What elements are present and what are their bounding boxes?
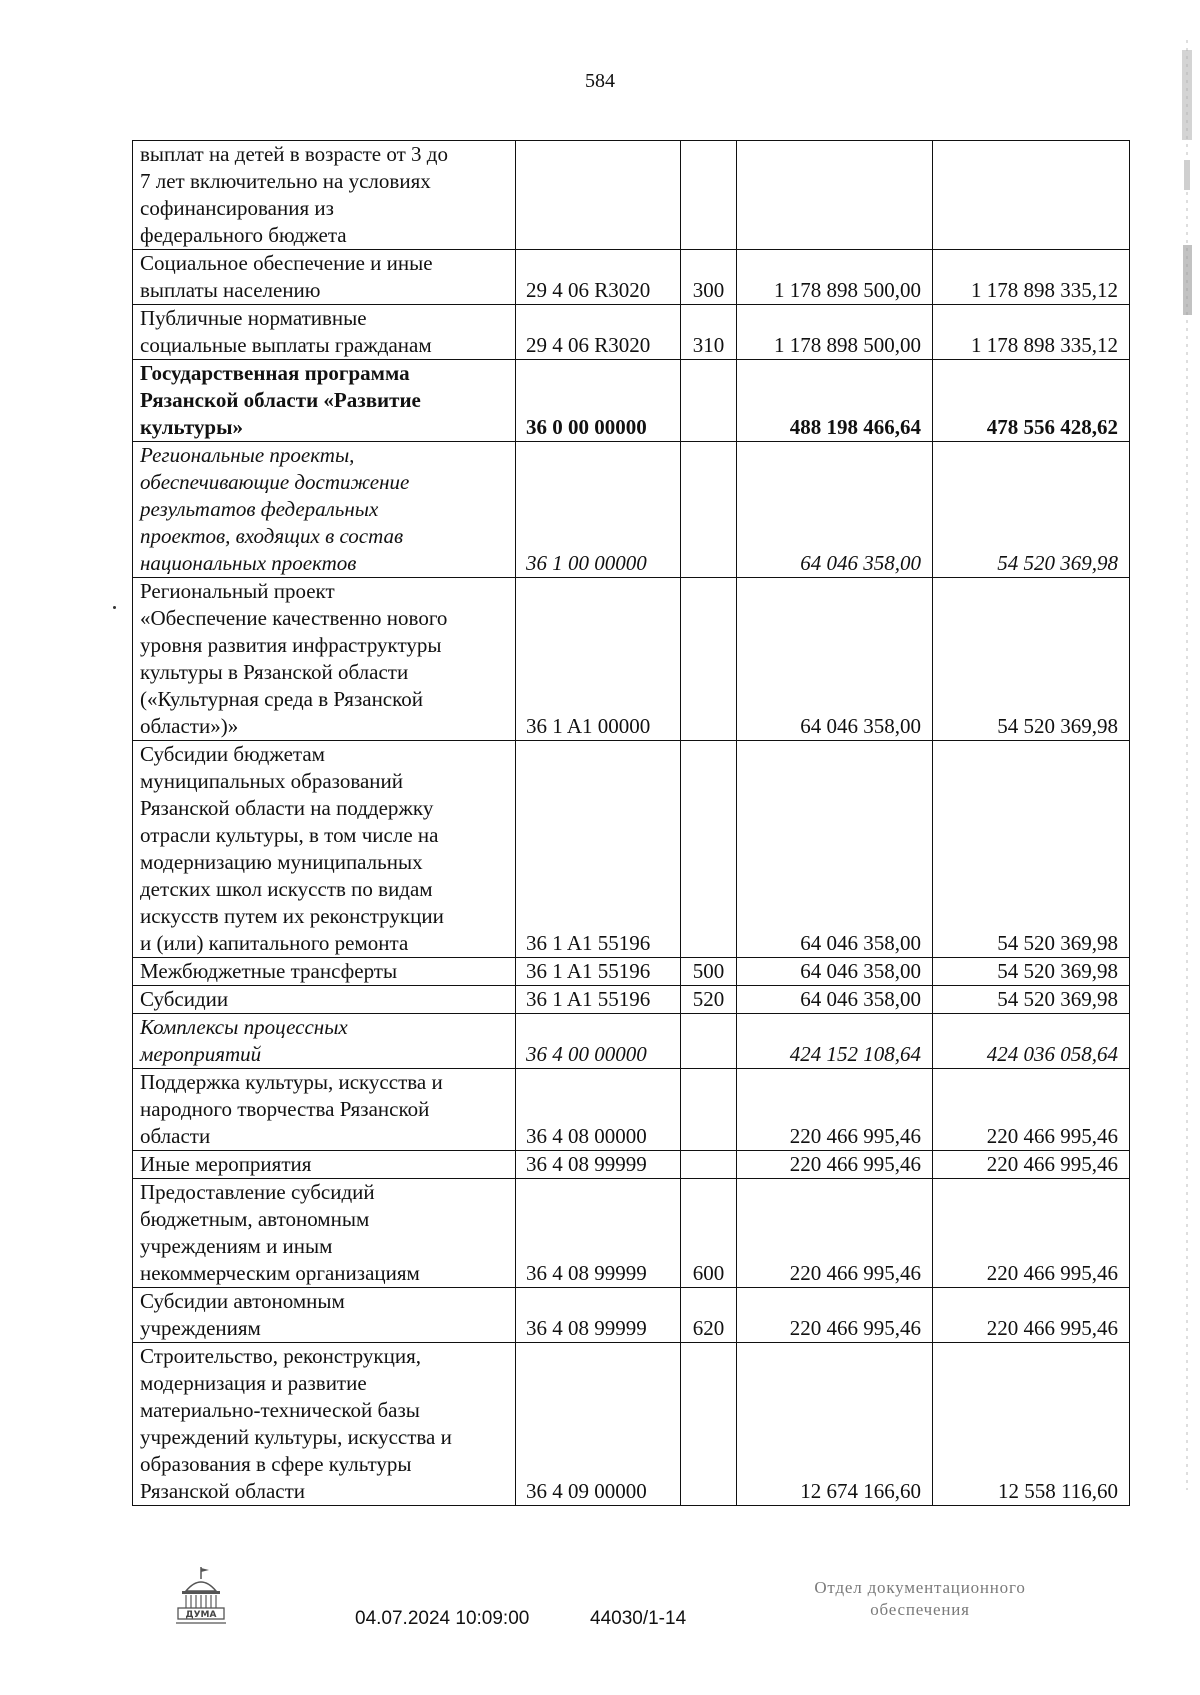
item-name-line: учреждениям и иным	[140, 1234, 333, 1258]
target-code-cell: 36 4 00 00000	[516, 1014, 681, 1069]
planned-amount-cell: 64 046 358,00	[737, 958, 933, 986]
item-name-line: области»)»	[140, 714, 239, 738]
table-row	[133, 1151, 1130, 1179]
table-row	[133, 1288, 1130, 1343]
target-code-cell: 29 4 06 R3020	[516, 250, 681, 305]
planned-amount-cell: 220 466 995,46	[737, 1288, 933, 1343]
item-name-line: Субсидии бюджетам	[140, 742, 325, 766]
table-row	[133, 1014, 1130, 1069]
item-name-line: Региональные проекты,	[140, 443, 355, 467]
table-row	[133, 141, 1130, 250]
actual-amount-cell: 54 520 369,98	[933, 578, 1130, 741]
actual-amount-cell: 54 520 369,98	[933, 741, 1130, 958]
expense-type-cell: 600	[681, 1179, 737, 1288]
duma-logo-text: ДУМА	[185, 1610, 217, 1620]
expense-type-cell: 310	[681, 305, 737, 360]
item-name-line: отрасли культуры, в том числе на	[140, 823, 439, 847]
planned-amount-cell: 64 046 358,00	[737, 741, 933, 958]
expense-type-cell	[681, 1069, 737, 1151]
actual-amount-cell: 12 558 116,60	[933, 1343, 1130, 1506]
item-name-line: («Культурная среда в Рязанской	[140, 687, 423, 711]
expense-type-cell: 620	[681, 1288, 737, 1343]
target-code-cell: 36 4 09 00000	[516, 1343, 681, 1506]
planned-amount-cell	[737, 141, 933, 250]
item-name-line: Государственная программа	[140, 361, 410, 385]
item-name-line: Поддержка культуры, искусства и	[140, 1070, 443, 1094]
item-name-line: Публичные нормативные	[140, 306, 367, 330]
item-name-line: социальные выплаты гражданам	[140, 333, 432, 357]
target-code-cell: 36 1 A1 55196	[516, 741, 681, 958]
item-name-line: искусств путем их реконструкции	[140, 904, 444, 928]
item-name-cell	[133, 1288, 516, 1343]
item-name-line: Строительство, реконструкция,	[140, 1344, 421, 1368]
item-name-cell	[133, 442, 516, 578]
item-name-line: софинансирования из	[140, 196, 334, 220]
planned-amount-cell: 12 674 166,60	[737, 1343, 933, 1506]
item-name-cell	[133, 1069, 516, 1151]
planned-amount-cell: 64 046 358,00	[737, 578, 933, 741]
item-name-cell	[133, 958, 516, 986]
expense-type-cell	[681, 1343, 737, 1506]
item-name-line: культуры в Рязанской области	[140, 660, 409, 684]
item-name-line: бюджетным, автономным	[140, 1207, 370, 1231]
item-name-cell	[133, 1179, 516, 1288]
expense-type-cell	[681, 741, 737, 958]
item-name-line: выплаты населению	[140, 278, 321, 302]
item-name-line: учреждений культуры, искусства и	[140, 1425, 452, 1449]
target-code-cell: 36 4 08 99999	[516, 1179, 681, 1288]
target-code-cell: 36 1 00 00000	[516, 442, 681, 578]
item-name-line: мероприятий	[140, 1042, 262, 1066]
expense-type-cell	[681, 1014, 737, 1069]
actual-amount-cell: 220 466 995,46	[933, 1069, 1130, 1151]
item-name-cell	[133, 1151, 516, 1179]
target-code-cell: 36 0 00 00000	[516, 360, 681, 442]
table-row	[133, 1343, 1130, 1506]
table-row	[133, 360, 1130, 442]
item-name-line: Субсидии автономным	[140, 1289, 345, 1313]
scan-speck	[113, 606, 116, 609]
item-name-line: результатов федеральных	[140, 497, 379, 521]
planned-amount-cell: 220 466 995,46	[737, 1151, 933, 1179]
item-name-line: Рязанской области «Развитие	[140, 388, 421, 412]
table-row	[133, 305, 1130, 360]
item-name-line: учреждениям	[140, 1316, 261, 1340]
expense-type-cell	[681, 578, 737, 741]
item-name-cell	[133, 1343, 516, 1506]
budget-table	[132, 140, 1130, 1506]
item-name-line: выплат на детей в возрасте от 3 до	[140, 142, 448, 166]
planned-amount-cell: 220 466 995,46	[737, 1069, 933, 1151]
planned-amount-cell: 64 046 358,00	[737, 986, 933, 1014]
table-row	[133, 1179, 1130, 1288]
actual-amount-cell: 220 466 995,46	[933, 1288, 1130, 1343]
actual-amount-cell: 220 466 995,46	[933, 1151, 1130, 1179]
stamp-line-2: обеспечения	[870, 1600, 970, 1619]
actual-amount-cell: 54 520 369,98	[933, 442, 1130, 578]
item-name-cell	[133, 305, 516, 360]
item-name-line: модернизацию муниципальных	[140, 850, 423, 874]
table-row	[133, 250, 1130, 305]
item-name-line: Комплексы процессных	[140, 1015, 348, 1039]
item-name-line: федерального бюджета	[140, 223, 347, 247]
target-code-cell: 36 1 A1 55196	[516, 986, 681, 1014]
actual-amount-cell: 478 556 428,62	[933, 360, 1130, 442]
item-name-line: образования в сфере культуры	[140, 1452, 412, 1476]
item-name-cell	[133, 360, 516, 442]
item-name-line: обеспечивающие достижение	[140, 470, 410, 494]
expense-type-cell	[681, 1151, 737, 1179]
expense-type-cell: 500	[681, 958, 737, 986]
item-name-line: Предоставление субсидий	[140, 1180, 375, 1204]
item-name-cell	[133, 141, 516, 250]
expense-type-cell: 300	[681, 250, 737, 305]
target-code-cell: 36 4 08 00000	[516, 1069, 681, 1151]
item-name-cell	[133, 578, 516, 741]
actual-amount-cell: 1 178 898 335,12	[933, 250, 1130, 305]
expense-type-cell	[681, 141, 737, 250]
expense-type-cell: 520	[681, 986, 737, 1014]
planned-amount-cell: 424 152 108,64	[737, 1014, 933, 1069]
duma-logo-icon	[172, 1565, 230, 1627]
item-name-cell	[133, 1014, 516, 1069]
actual-amount-cell: 424 036 058,64	[933, 1014, 1130, 1069]
item-name-line: муниципальных образований	[140, 769, 403, 793]
item-name-line: Рязанской области	[140, 1479, 306, 1503]
page-number: 584	[585, 70, 615, 92]
actual-amount-cell: 54 520 369,98	[933, 986, 1130, 1014]
item-name-cell	[133, 250, 516, 305]
item-name-line: уровня развития инфраструктуры	[140, 633, 442, 657]
target-code-cell: 29 4 06 R3020	[516, 305, 681, 360]
actual-amount-cell: 1 178 898 335,12	[933, 305, 1130, 360]
planned-amount-cell: 220 466 995,46	[737, 1179, 933, 1288]
item-name-cell	[133, 741, 516, 958]
planned-amount-cell: 64 046 358,00	[737, 442, 933, 578]
table-row	[133, 986, 1130, 1014]
target-code-cell: 36 4 08 99999	[516, 1288, 681, 1343]
table-row	[133, 1069, 1130, 1151]
target-code-cell: 36 1 A1 00000	[516, 578, 681, 741]
table-row	[133, 442, 1130, 578]
item-name-line: Иные мероприятия	[140, 1152, 312, 1176]
item-name-line: Социальное обеспечение и иные	[140, 251, 433, 275]
item-name-line: области	[140, 1124, 211, 1148]
item-name-line: Межбюджетные трансферты	[140, 959, 398, 983]
actual-amount-cell	[933, 141, 1130, 250]
planned-amount-cell: 1 178 898 500,00	[737, 250, 933, 305]
target-code-cell	[516, 141, 681, 250]
target-code-cell: 36 4 08 99999	[516, 1151, 681, 1179]
table-row	[133, 741, 1130, 958]
item-name-line: народного творчества Рязанской	[140, 1097, 430, 1121]
registration-number: 44030/1-14	[590, 1608, 687, 1629]
item-name-line: Региональный проект	[140, 579, 335, 603]
budget-table-body	[133, 141, 1130, 1506]
table-row	[133, 578, 1130, 741]
item-name-line: культуры»	[140, 415, 243, 439]
expense-type-cell	[681, 442, 737, 578]
item-name-line: проектов, входящих в состав	[140, 524, 404, 548]
table-row	[133, 958, 1130, 986]
expense-type-cell	[681, 360, 737, 442]
item-name-line: Рязанской области на поддержку	[140, 796, 434, 820]
item-name-line: некоммерческим организациям	[140, 1261, 420, 1285]
stamp-line-1: Отдел документационного	[814, 1578, 1026, 1597]
item-name-line: «Обеспечение качественно нового	[140, 606, 448, 630]
item-name-line: детских школ искусств по видам	[140, 877, 433, 901]
item-name-line: Субсидии	[140, 987, 229, 1011]
actual-amount-cell: 54 520 369,98	[933, 958, 1130, 986]
item-name-line: и (или) капитального ремонта	[140, 931, 409, 955]
document-date: 04.07.2024 10:09:00	[355, 1608, 530, 1629]
target-code-cell: 36 1 A1 55196	[516, 958, 681, 986]
item-name-cell	[133, 986, 516, 1014]
planned-amount-cell: 1 178 898 500,00	[737, 305, 933, 360]
item-name-line: 7 лет включительно на условиях	[140, 169, 431, 193]
item-name-line: материально-технической базы	[140, 1398, 420, 1422]
department-stamp	[760, 1577, 1080, 1621]
planned-amount-cell: 488 198 466,64	[737, 360, 933, 442]
actual-amount-cell: 220 466 995,46	[933, 1179, 1130, 1288]
scan-margin-marks	[1180, 40, 1194, 1490]
item-name-line: модернизация и развитие	[140, 1371, 367, 1395]
item-name-line: национальных проектов	[140, 551, 357, 575]
